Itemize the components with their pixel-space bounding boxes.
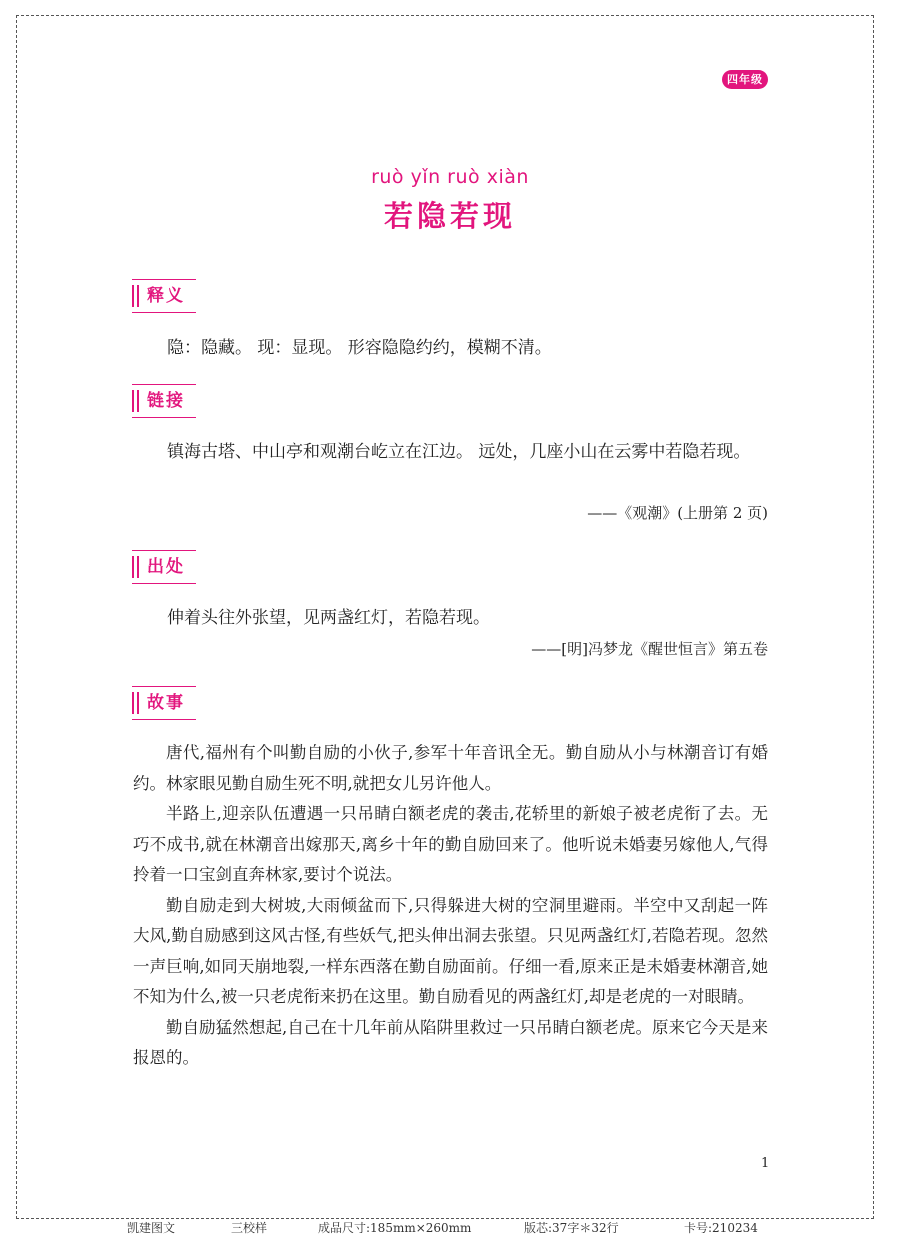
story-body <box>133 738 768 1074</box>
section-heading-label: 释义 <box>147 286 185 306</box>
section-heading-story <box>132 686 196 720</box>
footer-card: 卡号:210234 <box>684 1221 758 1235</box>
grade-badge: 四年级 <box>722 70 768 89</box>
footer-proof: 三校样 <box>231 1221 268 1235</box>
footer-size: 成品尺寸:185mm×260mm <box>318 1221 472 1235</box>
idiom-pinyin: ruò yǐn ruò xiàn <box>371 166 529 188</box>
section-heading-label: 出处 <box>147 557 185 577</box>
story-paragraph: 半路上,迎亲队伍遭遇一只吊睛白额老虎的袭击,花轿里的新娘子被老虎衔了去。无巧不成书,就在林潮音出嫁那天,离乡十年的勤自励回来了。他听说未婚妻另嫁他人,气得拎着一口宝剑直奔林家,要讨个说法。 <box>133 804 768 884</box>
link-source: ——《观潮》(上册第 2 页) <box>587 504 768 522</box>
section-heading-label: 链接 <box>147 391 185 411</box>
story-paragraph: 勤自励猛然想起,自己在十几年前从陷阱里救过一只吊睛白额老虎。原来它今天是来报恩的。 <box>133 1017 768 1067</box>
story-paragraph: 唐代,福州有个叫勤自励的小伙子,参军十年音讯全无。勤自励从小与林潮音订有婚约。林家眼见勤自励生死不明,就把女儿另许他人。 <box>133 743 768 793</box>
footer-layout: 版芯:37字＊32行 <box>524 1221 619 1235</box>
footer-publisher: 凯建图文 <box>127 1221 176 1235</box>
origin-source: ——[明]冯梦龙《醒世恒言》第五卷 <box>531 640 768 658</box>
section-heading-origin <box>132 550 196 584</box>
page-number: 1 <box>761 1156 770 1171</box>
link-text: 镇海古塔、中山亭和观潮台屹立在江边。 远处，几座小山在云雾中若隐若现。 <box>167 442 751 462</box>
section-heading-definition <box>132 279 196 313</box>
section-heading-label: 故事 <box>147 693 185 713</box>
print-footer <box>0 1219 900 1238</box>
definition-text: 隐：隐藏。 现：显现。 形容隐隐约约，模糊不清。 <box>167 338 552 358</box>
section-heading-link <box>132 384 196 418</box>
origin-text: 伸着头往外张望，见两盏红灯，若隐若现。 <box>167 608 490 628</box>
idiom-title: 若隐若现 <box>383 199 516 233</box>
story-paragraph: 勤自励走到大树坡,大雨倾盆而下,只得躲进大树的空洞里避雨。半空中又刮起一阵大风,勤自励感到这风古怪,有些妖气,把头伸出洞去张望。只见两盏红灯,若隐若现。忽然一声巨响,如同天崩地裂,一样东西落在勤自励面前。仔细一看,原来正是未婚妻林潮音,她不知为什么,被一只老虎衔来扔在这里。勤自励看见的两盏红灯,却是老虎的一对眼睛。 <box>133 895 768 1006</box>
